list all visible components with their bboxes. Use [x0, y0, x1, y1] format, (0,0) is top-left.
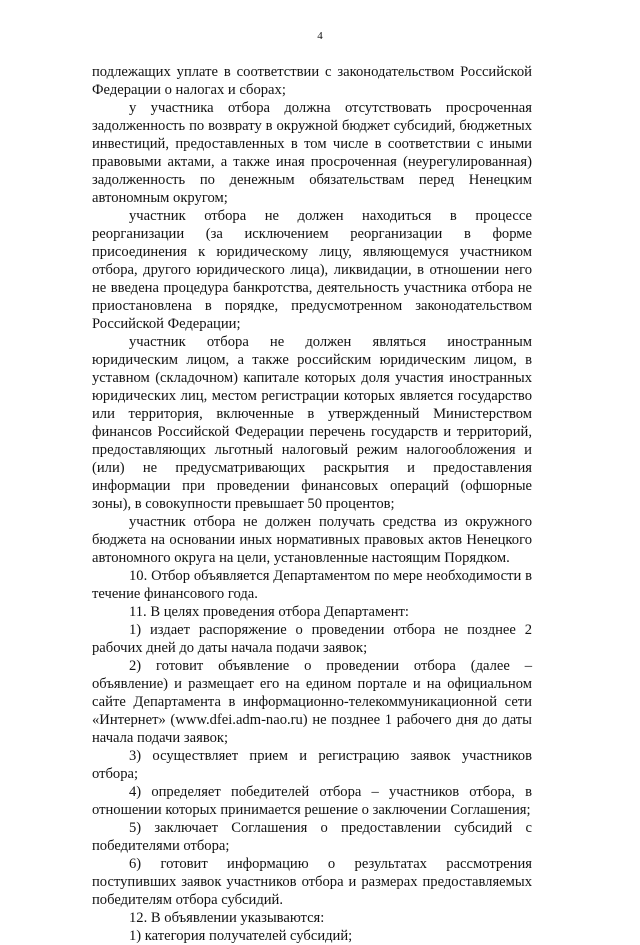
paragraph: участник отбора не должен являться иностранным юридическим лицом, а также российским юридическим лицом, в уставном (складочном) капитале которых доля участия иностранных юридических лиц, местом регистрации которых является государство или территория, включенные в утвержденный Министерством финансов Российской Федерации перечень государств и территорий, предоставляющих льготный налоговый режим налогообложения и (или) не предусматривающих раскрытия и предоставления информации при проведении финансовых операций (офшорные зоны), в совокупности превышает 50 процентов; [92, 334, 532, 512]
paragraph: 11. В целях проведения отбора Департамент: [129, 604, 409, 620]
paragraph: 3) осуществляет прием и регистрацию заявок участников отбора; [92, 748, 532, 782]
paragraph: 5) заключает Соглашения о предоставлении субсидий с победителями отбора; [92, 820, 532, 854]
paragraph: участник отбора не должен находиться в процессе реорганизации (за исключением реорганизации в форме присоединения к юридическому лицу, являющемуся участником отбора, другого юридического лица), ликвидации, в отношении него не введена процедура банкротства, деятельность участника отбора не приостановлена в порядке, предусмотренном законодательством Российской Федерации; [92, 208, 532, 332]
document-body [92, 63, 532, 945]
paragraph: участник отбора не должен получать средства из окружного бюджета на основании иных нормативных правовых актов Ненецкого автономного округа на цели, установленные настоящим Порядком. [92, 514, 532, 566]
paragraph: 6) готовит информацию о результатах рассмотрения поступивших заявок участников отбора и размерах предоставляемых победителям отбора субсидий. [92, 856, 532, 908]
paragraph: 4) определяет победителей отбора – участников отбора, в отношении которых принимается решение о заключении Соглашения; [92, 784, 532, 818]
paragraph: 12. В объявлении указываются: [129, 910, 325, 926]
paragraph: подлежащих уплате в соответствии с законодательством Российской Федерации о налогах и сборах; [92, 64, 532, 98]
paragraph: 10. Отбор объявляется Департаментом по мере необходимости в течение финансового года. [92, 568, 532, 602]
paragraph: 1) категория получателей субсидий; [129, 928, 353, 944]
paragraph: у участника отбора должна отсутствовать просроченная задолженность по возврату в окружной бюджет субсидий, бюджетных инвестиций, предоставленных в том числе в соответствии с иными правовыми актами, а также иная просроченная (неурегулированная) задолженность по денежным обязательствам перед Ненецким автономным округом; [92, 100, 532, 206]
page-number: 4 [317, 30, 323, 42]
paragraph: 2) готовит объявление о проведении отбора (далее – объявление) и размещает его на едином портале и на официальном сайте Департамента в информационно-телекоммуникационной сети «Интернет» (www.dfei.adm-nao.ru) не позднее 1 рабочего дня до даты начала подачи заявок; [92, 658, 532, 746]
paragraph: 1) издает распоряжение о проведении отбора не позднее 2 рабочих дней до даты начала подачи заявок; [92, 622, 532, 656]
